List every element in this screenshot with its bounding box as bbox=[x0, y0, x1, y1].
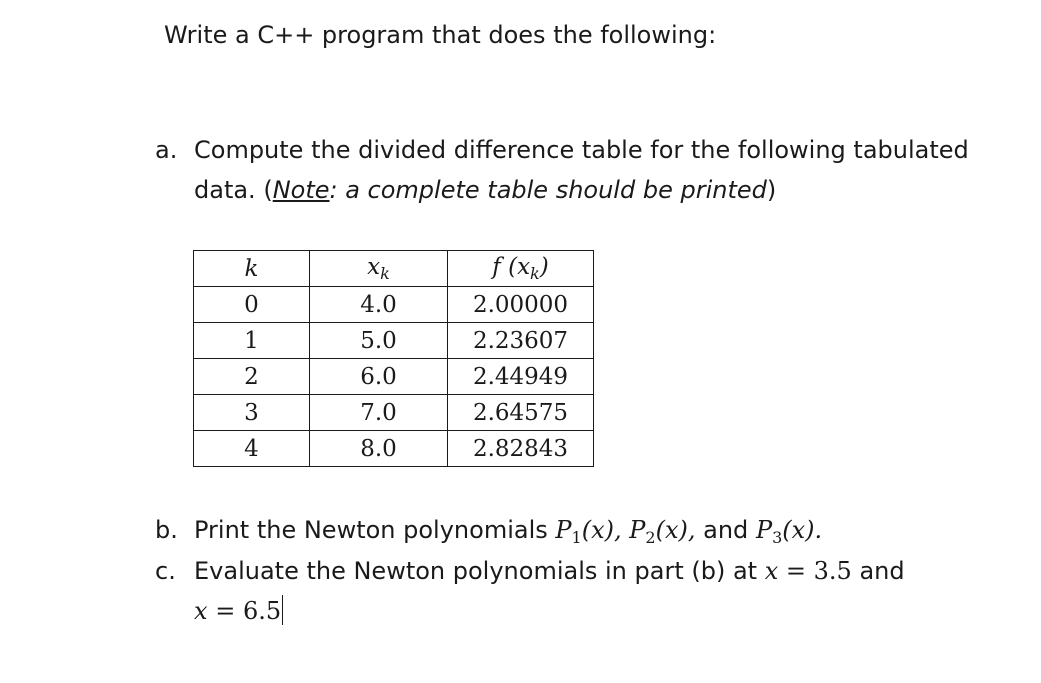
x-var-1: x bbox=[764, 557, 779, 585]
x-var-2: x bbox=[194, 597, 208, 625]
cell-k: 2 bbox=[194, 359, 310, 395]
poly-p1 bbox=[555, 516, 622, 547]
p3-sub: 3 bbox=[772, 528, 783, 547]
cell-x: 4.0 bbox=[310, 287, 448, 323]
table-row bbox=[194, 287, 594, 323]
value-1: 3.5 bbox=[813, 557, 852, 585]
cell-fx: 2.44949 bbox=[448, 359, 594, 395]
part-b-text: Print the Newton polynomials bbox=[194, 516, 548, 544]
table-row bbox=[194, 395, 594, 431]
table-header-row bbox=[194, 251, 594, 287]
part-a-marker: a. bbox=[155, 136, 178, 164]
part-a-body bbox=[194, 130, 969, 210]
part-b-marker: b. bbox=[155, 516, 178, 544]
cell-x: 5.0 bbox=[310, 323, 448, 359]
intro-text: Write a C++ program that does the following: bbox=[164, 21, 717, 49]
note-word: Note bbox=[272, 176, 330, 204]
cell-k: 4 bbox=[194, 431, 310, 467]
p2-sub: 2 bbox=[645, 528, 656, 547]
cell-k: 1 bbox=[194, 323, 310, 359]
part-c-and: and bbox=[859, 557, 905, 585]
header-f-sub: k bbox=[530, 264, 540, 283]
poly-p2 bbox=[629, 516, 696, 547]
part-a-line2-prefix: data. ( bbox=[194, 176, 273, 204]
cell-fx: 2.82843 bbox=[448, 431, 594, 467]
table-row bbox=[194, 431, 594, 467]
header-k: k bbox=[194, 251, 310, 287]
part-c-line2 bbox=[194, 591, 905, 631]
p3-arg: (x). bbox=[782, 516, 823, 544]
part-a-line1: Compute the divided difference table for the following tabulated bbox=[194, 136, 969, 164]
header-fxk bbox=[448, 251, 594, 287]
part-c-body bbox=[194, 551, 905, 631]
part-b-and: and bbox=[703, 516, 749, 544]
part-c-marker: c. bbox=[155, 557, 176, 585]
header-xk bbox=[310, 251, 448, 287]
poly-p3 bbox=[755, 516, 823, 547]
cell-fx: 2.64575 bbox=[448, 395, 594, 431]
divided-difference-data-table bbox=[193, 250, 594, 467]
text-cursor bbox=[282, 595, 283, 625]
table-row bbox=[194, 323, 594, 359]
p1-sub: 1 bbox=[571, 528, 582, 547]
cell-x: 7.0 bbox=[310, 395, 448, 431]
header-x-sub: k bbox=[380, 264, 390, 283]
value-2: 6.5 bbox=[242, 597, 282, 625]
cell-fx: 2.23607 bbox=[448, 323, 594, 359]
equals-1: = bbox=[785, 557, 806, 585]
part-a-line2 bbox=[194, 170, 969, 210]
cell-fx: 2.00000 bbox=[448, 287, 594, 323]
p2-arg: (x), bbox=[655, 516, 696, 544]
p2-base: P bbox=[629, 516, 646, 544]
cell-k: 0 bbox=[194, 287, 310, 323]
p1-arg: (x), bbox=[581, 516, 622, 544]
equals-2: = bbox=[215, 597, 236, 625]
p3-base: P bbox=[755, 516, 773, 544]
header-x-base: x bbox=[367, 254, 381, 280]
part-c-line1 bbox=[194, 551, 905, 591]
cell-x: 8.0 bbox=[310, 431, 448, 467]
p1-base: P bbox=[555, 516, 572, 544]
cell-x: 6.0 bbox=[310, 359, 448, 395]
part-c-text: Evaluate the Newton polynomials in part (b) at bbox=[194, 557, 758, 585]
note-rest: : a complete table should be printed bbox=[329, 176, 767, 204]
part-a-line2-suffix: ) bbox=[766, 176, 777, 204]
header-f-prefix: f (x bbox=[492, 254, 531, 280]
table-row bbox=[194, 359, 594, 395]
cell-k: 3 bbox=[194, 395, 310, 431]
header-f-suffix: ) bbox=[539, 254, 549, 280]
